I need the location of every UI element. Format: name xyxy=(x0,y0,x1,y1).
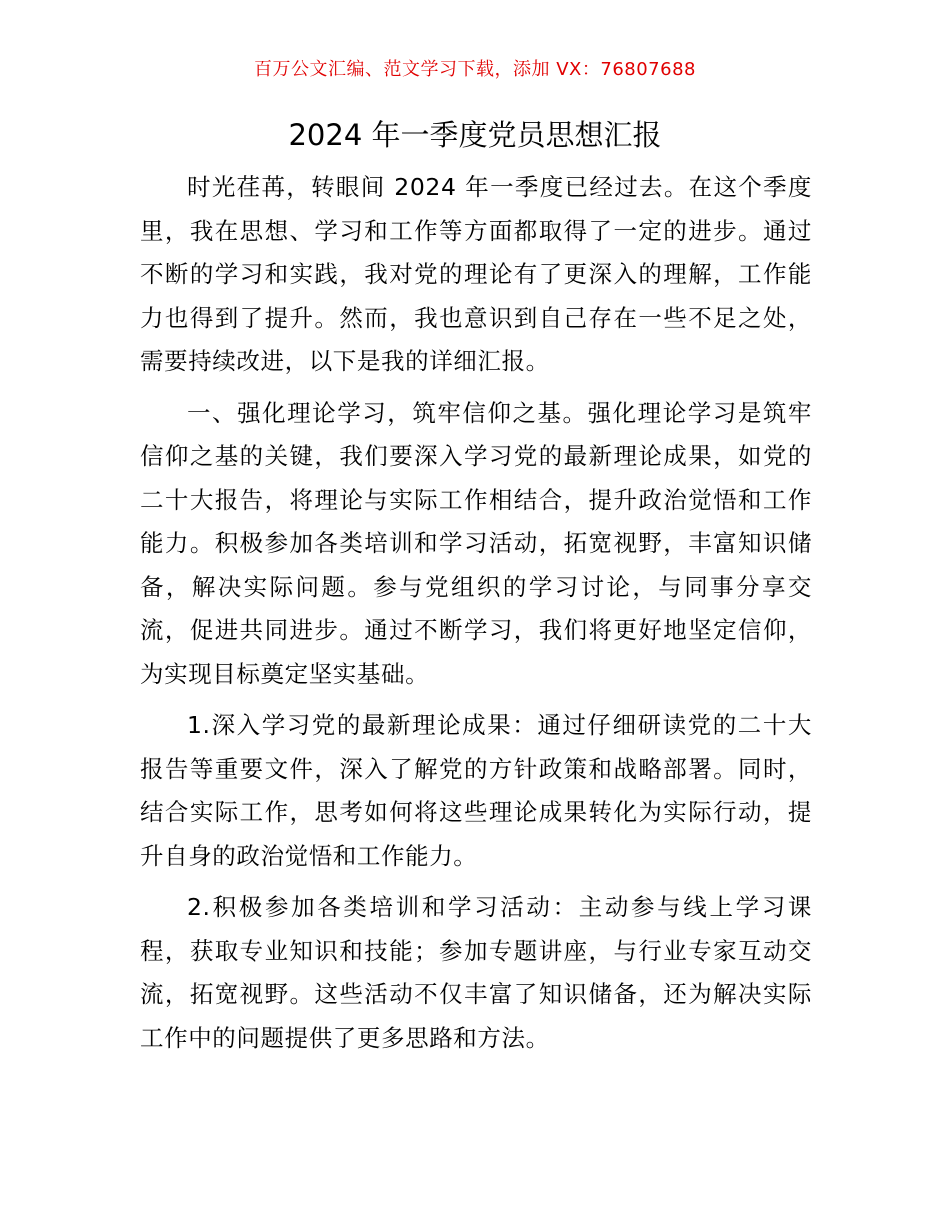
paragraph-item-1: 1.深入学习党的最新理论成果：通过仔细研读党的二十大报告等重要文件，深入了解党的方针政策和战略部署。同时，结合实际工作，思考如何将这些理论成果转化为实际行动，提升自身的政治觉悟和工作能力。 xyxy=(140,711,812,870)
paragraph-intro: 时光荏苒，转眼间 2024 年一季度已经过去。在这个季度里，我在思想、学习和工作等方面都取得了一定的进步。通过不断的学习和实践，我对党的理论有了更深入的理解，工作能力也得到了提升。然而，我也意识到自己存在一些不足之处，需要持续改进，以下是我的详细汇报。 xyxy=(140,173,812,375)
paragraph-section-1: 一、强化理论学习，筑牢信仰之基。强化理论学习是筑牢信仰之基的关键，我们要深入学习党的最新理论成果，如党的二十大报告，将理论与实际工作相结合，提升政治觉悟和工作能力。积极参加各类培训和学习活动，拓宽视野，丰富知识储备，解决实际问题。参与党组织的学习讨论，与同事分享交流，促进共同进步。通过不断学习，我们将更好地坚定信仰，为实现目标奠定坚实基础。 xyxy=(140,398,812,688)
header-promo-note: 百万公文汇编、范文学习下载，添加 VX：76807688 xyxy=(254,59,696,80)
document-body xyxy=(140,166,812,1068)
document-title: 2024 年一季度党员思想汇报 xyxy=(288,118,662,152)
paragraph-item-2: 2.积极参加各类培训和学习活动：主动参与线上学习课程，获取专业知识和技能；参加专题讲座，与行业专家互动交流，拓宽视野。这些活动不仅丰富了知识储备，还为解决实际工作中的问题提供了更多思路和方法。 xyxy=(140,893,812,1052)
